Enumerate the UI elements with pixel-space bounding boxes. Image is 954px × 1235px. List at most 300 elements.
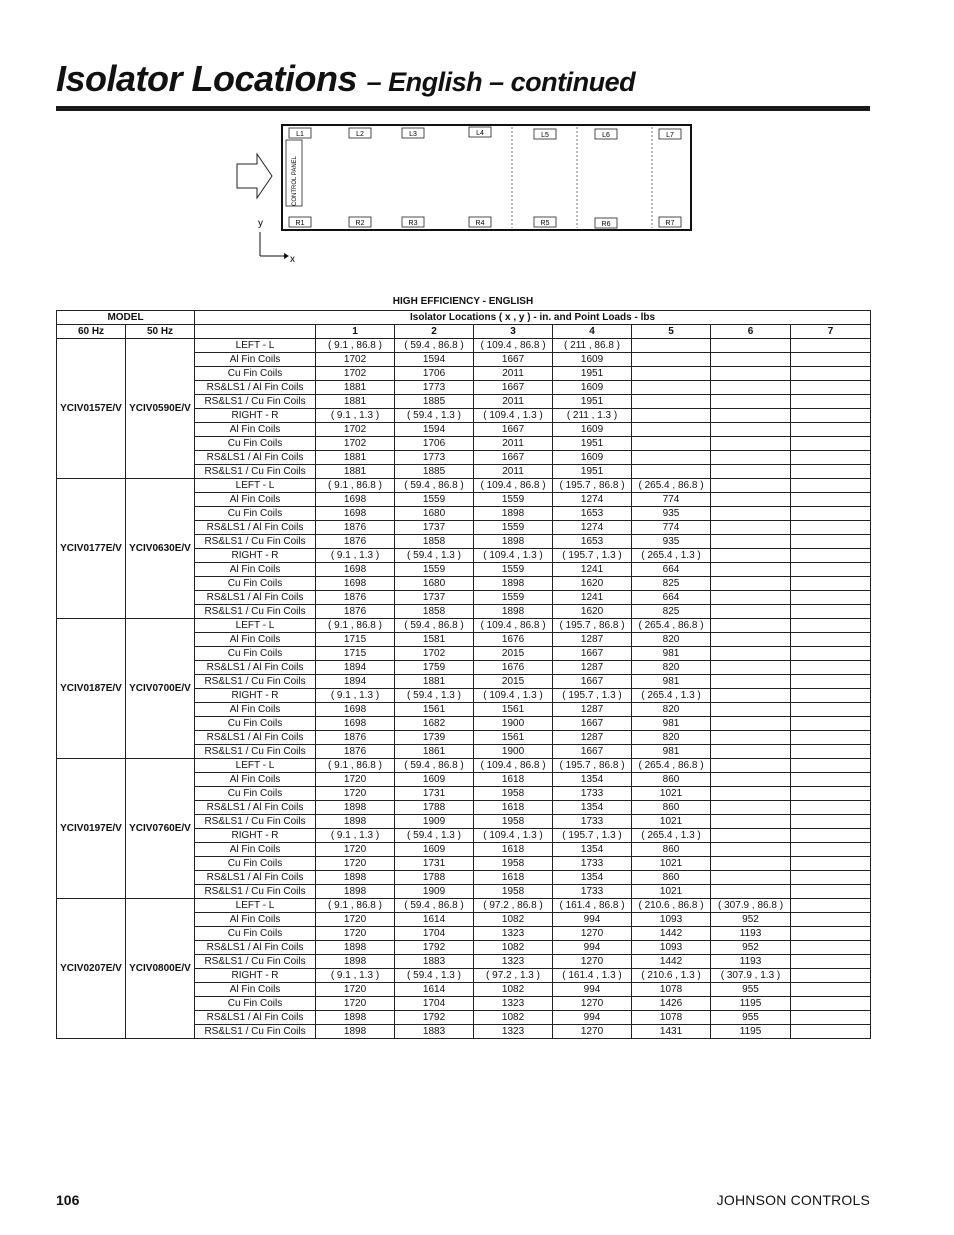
- value-cell: 1078: [632, 983, 711, 997]
- value-cell: 1909: [395, 815, 474, 829]
- value-cell: ( 195.7 , 1.3 ): [553, 829, 632, 843]
- value-cell: 1876: [316, 605, 395, 619]
- value-cell: ( 307.9 , 86.8 ): [711, 899, 791, 913]
- value-cell: [711, 661, 791, 675]
- value-cell: [632, 437, 711, 451]
- value-cell: 825: [632, 577, 711, 591]
- value-cell: 1559: [474, 591, 553, 605]
- row-label-cell: RIGHT - R: [195, 969, 316, 983]
- row-label-cell: RIGHT - R: [195, 549, 316, 563]
- value-cell: 1021: [632, 885, 711, 899]
- value-cell: ( 97.2 , 1.3 ): [474, 969, 553, 983]
- value-cell: [791, 591, 871, 605]
- value-cell: ( 265.4 , 1.3 ): [632, 689, 711, 703]
- value-cell: ( 59.4 , 86.8 ): [395, 339, 474, 353]
- value-cell: 1680: [395, 577, 474, 591]
- row-label-cell: Cu Fin Coils: [195, 577, 316, 591]
- value-cell: 1559: [474, 521, 553, 535]
- value-cell: 1698: [316, 717, 395, 731]
- value-cell: [632, 353, 711, 367]
- value-cell: ( 109.4 , 86.8 ): [474, 759, 553, 773]
- value-cell: 1773: [395, 381, 474, 395]
- left-isolator-label: L5: [541, 132, 549, 139]
- control-panel-label: CONTROL PANEL: [292, 155, 298, 206]
- value-cell: ( 211 , 86.8 ): [553, 339, 632, 353]
- row-label-cell: RS&LS1 / Al Fin Coils: [195, 871, 316, 885]
- value-cell: 2015: [474, 647, 553, 661]
- value-cell: ( 109.4 , 86.8 ): [474, 619, 553, 633]
- value-cell: 1609: [553, 353, 632, 367]
- table-caption: HIGH EFFICIENCY - ENGLISH: [392, 296, 534, 307]
- value-cell: 1559: [395, 493, 474, 507]
- value-cell: [711, 605, 791, 619]
- value-cell: 1720: [316, 913, 395, 927]
- value-cell: 1667: [553, 745, 632, 759]
- value-cell: 1788: [395, 801, 474, 815]
- value-cell: [711, 507, 791, 521]
- row-label-cell: Cu Fin Coils: [195, 717, 316, 731]
- right-isolator-label: R4: [475, 220, 485, 227]
- value-cell: 1951: [553, 395, 632, 409]
- value-cell: [791, 479, 871, 493]
- value-cell: 1704: [395, 927, 474, 941]
- value-cell: 774: [632, 521, 711, 535]
- value-cell: 1898: [316, 1025, 395, 1039]
- axis-y-label: y: [258, 218, 263, 229]
- value-cell: 1241: [553, 591, 632, 605]
- value-cell: [791, 843, 871, 857]
- value-cell: 1898: [316, 815, 395, 829]
- value-cell: ( 109.4 , 1.3 ): [474, 549, 553, 563]
- value-cell: [791, 969, 871, 983]
- value-cell: 1274: [553, 493, 632, 507]
- column-header: 6: [711, 325, 791, 339]
- row-label-cell: LEFT - L: [195, 339, 316, 353]
- value-cell: [632, 423, 711, 437]
- value-cell: 1609: [553, 451, 632, 465]
- value-cell: 664: [632, 591, 711, 605]
- row-label-cell: RS&LS1 / Al Fin Coils: [195, 941, 316, 955]
- title-main: Isolator Locations: [56, 58, 358, 99]
- value-cell: 1021: [632, 815, 711, 829]
- value-cell: [711, 717, 791, 731]
- value-cell: [711, 885, 791, 899]
- value-cell: 1900: [474, 717, 553, 731]
- value-cell: [791, 815, 871, 829]
- value-cell: 1323: [474, 997, 553, 1011]
- value-cell: 935: [632, 507, 711, 521]
- row-label-cell: LEFT - L: [195, 759, 316, 773]
- value-cell: [711, 381, 791, 395]
- value-cell: 1876: [316, 535, 395, 549]
- row-label-cell: RS&LS1 / Al Fin Coils: [195, 801, 316, 815]
- value-cell: 1733: [553, 885, 632, 899]
- value-cell: [791, 647, 871, 661]
- row-label-cell: RS&LS1 / Cu Fin Coils: [195, 675, 316, 689]
- value-cell: 1792: [395, 941, 474, 955]
- value-cell: [711, 535, 791, 549]
- value-cell: 860: [632, 773, 711, 787]
- value-cell: 1354: [553, 871, 632, 885]
- value-cell: [791, 549, 871, 563]
- value-cell: [632, 409, 711, 423]
- row-label-cell: Cu Fin Coils: [195, 647, 316, 661]
- value-cell: 1702: [395, 647, 474, 661]
- value-cell: 1702: [316, 353, 395, 367]
- value-cell: [632, 381, 711, 395]
- page-title: [56, 58, 635, 100]
- row-label-cell: LEFT - L: [195, 899, 316, 913]
- row-label-cell: LEFT - L: [195, 619, 316, 633]
- value-cell: [791, 605, 871, 619]
- column-header: 1: [316, 325, 395, 339]
- row-label-cell: Al Fin Coils: [195, 353, 316, 367]
- value-cell: [711, 773, 791, 787]
- row-label-cell: RS&LS1 / Cu Fin Coils: [195, 465, 316, 479]
- value-cell: [791, 395, 871, 409]
- value-cell: 1287: [553, 661, 632, 675]
- row-label-cell: RS&LS1 / Al Fin Coils: [195, 451, 316, 465]
- value-cell: 1241: [553, 563, 632, 577]
- value-cell: ( 59.4 , 1.3 ): [395, 969, 474, 983]
- row-label-cell: RS&LS1 / Al Fin Coils: [195, 521, 316, 535]
- row-label-cell: Cu Fin Coils: [195, 507, 316, 521]
- value-cell: 1082: [474, 1011, 553, 1025]
- value-cell: [711, 619, 791, 633]
- isolator-table: [56, 310, 871, 1039]
- value-cell: 981: [632, 647, 711, 661]
- row-label-cell: RS&LS1 / Al Fin Coils: [195, 661, 316, 675]
- value-cell: ( 211 , 1.3 ): [553, 409, 632, 423]
- value-cell: 1609: [553, 381, 632, 395]
- value-cell: 981: [632, 675, 711, 689]
- value-cell: 1720: [316, 843, 395, 857]
- row-label-cell: RS&LS1 / Cu Fin Coils: [195, 815, 316, 829]
- value-cell: 1559: [395, 563, 474, 577]
- row-label-cell: RIGHT - R: [195, 829, 316, 843]
- value-cell: ( 195.7 , 1.3 ): [553, 689, 632, 703]
- value-cell: 1195: [711, 1025, 791, 1039]
- value-cell: 1614: [395, 913, 474, 927]
- right-isolator-label: R1: [295, 220, 305, 227]
- value-cell: 1876: [316, 731, 395, 745]
- row-label-cell: Cu Fin Coils: [195, 437, 316, 451]
- value-cell: 1618: [474, 871, 553, 885]
- value-cell: 1704: [395, 997, 474, 1011]
- value-cell: 935: [632, 535, 711, 549]
- value-cell: 1715: [316, 647, 395, 661]
- value-cell: 955: [711, 983, 791, 997]
- value-cell: 1653: [553, 507, 632, 521]
- value-cell: 1287: [553, 633, 632, 647]
- value-cell: 1323: [474, 1025, 553, 1039]
- value-cell: [711, 647, 791, 661]
- value-cell: 1667: [553, 675, 632, 689]
- value-cell: 1958: [474, 857, 553, 871]
- row-label-cell: RS&LS1 / Cu Fin Coils: [195, 535, 316, 549]
- value-cell: 1287: [553, 731, 632, 745]
- value-cell: ( 265.4 , 1.3 ): [632, 829, 711, 843]
- value-cell: 1698: [316, 563, 395, 577]
- value-cell: 1885: [395, 395, 474, 409]
- value-cell: ( 59.4 , 86.8 ): [395, 479, 474, 493]
- value-cell: ( 59.4 , 1.3 ): [395, 689, 474, 703]
- column-header: 4: [553, 325, 632, 339]
- value-cell: [791, 675, 871, 689]
- value-cell: ( 9.1 , 86.8 ): [316, 479, 395, 493]
- value-cell: 1620: [553, 577, 632, 591]
- value-cell: [791, 661, 871, 675]
- value-cell: [711, 493, 791, 507]
- value-cell: 981: [632, 745, 711, 759]
- value-cell: 1667: [474, 353, 553, 367]
- value-cell: 1426: [632, 997, 711, 1011]
- value-cell: 1323: [474, 927, 553, 941]
- left-isolator-label: L4: [476, 130, 484, 137]
- value-cell: [791, 1025, 871, 1039]
- value-cell: [632, 465, 711, 479]
- value-cell: 1581: [395, 633, 474, 647]
- value-cell: 1653: [553, 535, 632, 549]
- model-50hz-cell: YCIV0800E/V: [126, 899, 195, 1039]
- value-cell: ( 195.7 , 86.8 ): [553, 619, 632, 633]
- value-cell: 2011: [474, 367, 553, 381]
- model-60hz-cell: YCIV0197E/V: [57, 759, 126, 899]
- value-cell: [791, 423, 871, 437]
- value-cell: 1559: [474, 563, 553, 577]
- value-cell: 1898: [316, 1011, 395, 1025]
- value-cell: 1702: [316, 367, 395, 381]
- value-cell: 1021: [632, 857, 711, 871]
- isolator-diagram: [232, 122, 702, 272]
- value-cell: 1737: [395, 521, 474, 535]
- value-cell: [791, 899, 871, 913]
- value-cell: [632, 451, 711, 465]
- value-cell: [711, 787, 791, 801]
- value-cell: 1876: [316, 745, 395, 759]
- value-cell: [711, 367, 791, 381]
- value-cell: 774: [632, 493, 711, 507]
- value-cell: 1951: [553, 367, 632, 381]
- value-cell: ( 210.6 , 86.8 ): [632, 899, 711, 913]
- brand-name: JOHNSON CONTROLS: [716, 1192, 870, 1208]
- value-cell: 1720: [316, 787, 395, 801]
- value-cell: ( 9.1 , 1.3 ): [316, 549, 395, 563]
- value-cell: 1082: [474, 941, 553, 955]
- value-cell: 1858: [395, 605, 474, 619]
- value-cell: ( 109.4 , 1.3 ): [474, 829, 553, 843]
- right-isolator-label: R2: [355, 220, 365, 227]
- value-cell: ( 109.4 , 86.8 ): [474, 479, 553, 493]
- value-cell: 1620: [553, 605, 632, 619]
- value-cell: 1698: [316, 577, 395, 591]
- locations-header: Isolator Locations ( x , y ) - in. and Point Loads - lbs: [195, 311, 871, 325]
- value-cell: ( 109.4 , 1.3 ): [474, 689, 553, 703]
- model-50hz-cell: YCIV0630E/V: [126, 479, 195, 619]
- right-isolator-label: R5: [540, 220, 550, 227]
- value-cell: [711, 843, 791, 857]
- row-label-cell: Al Fin Coils: [195, 913, 316, 927]
- value-cell: [711, 549, 791, 563]
- value-cell: 1951: [553, 465, 632, 479]
- value-cell: 1792: [395, 1011, 474, 1025]
- value-cell: ( 265.4 , 86.8 ): [632, 759, 711, 773]
- value-cell: 1676: [474, 661, 553, 675]
- row-label-cell: Cu Fin Coils: [195, 857, 316, 871]
- value-cell: [791, 577, 871, 591]
- value-cell: ( 59.4 , 1.3 ): [395, 549, 474, 563]
- value-cell: 1559: [474, 493, 553, 507]
- value-cell: 1680: [395, 507, 474, 521]
- value-cell: [711, 479, 791, 493]
- value-cell: [791, 437, 871, 451]
- value-cell: 1759: [395, 661, 474, 675]
- row-label-cell: Al Fin Coils: [195, 773, 316, 787]
- row-label-cell: Al Fin Coils: [195, 633, 316, 647]
- row-label-cell: RS&LS1 / Al Fin Coils: [195, 731, 316, 745]
- model-50hz-cell: YCIV0700E/V: [126, 619, 195, 759]
- value-cell: 1082: [474, 913, 553, 927]
- value-cell: 1323: [474, 955, 553, 969]
- value-cell: 1720: [316, 927, 395, 941]
- value-cell: ( 9.1 , 86.8 ): [316, 339, 395, 353]
- value-cell: [711, 829, 791, 843]
- row-label-cell: RS&LS1 / Cu Fin Coils: [195, 1025, 316, 1039]
- value-cell: 1594: [395, 423, 474, 437]
- value-cell: ( 195.7 , 86.8 ): [553, 759, 632, 773]
- value-cell: [711, 423, 791, 437]
- row-label-header: [195, 325, 316, 339]
- value-cell: ( 307.9 , 1.3 ): [711, 969, 791, 983]
- value-cell: [791, 801, 871, 815]
- value-cell: [791, 997, 871, 1011]
- value-cell: 1702: [316, 423, 395, 437]
- value-cell: ( 9.1 , 86.8 ): [316, 759, 395, 773]
- value-cell: 1861: [395, 745, 474, 759]
- row-label-cell: LEFT - L: [195, 479, 316, 493]
- value-cell: 994: [553, 983, 632, 997]
- row-label-cell: Cu Fin Coils: [195, 997, 316, 1011]
- column-header: 7: [791, 325, 871, 339]
- value-cell: 820: [632, 661, 711, 675]
- value-cell: 1561: [474, 703, 553, 717]
- value-cell: 1676: [474, 633, 553, 647]
- value-cell: 1274: [553, 521, 632, 535]
- value-cell: [791, 381, 871, 395]
- model-header: MODEL: [57, 311, 195, 325]
- title-subtitle: – English – continued: [366, 67, 636, 97]
- value-cell: [791, 619, 871, 633]
- value-cell: 860: [632, 843, 711, 857]
- value-cell: [711, 521, 791, 535]
- value-cell: [791, 563, 871, 577]
- value-cell: 825: [632, 605, 711, 619]
- value-cell: [632, 395, 711, 409]
- value-cell: 1618: [474, 801, 553, 815]
- row-label-cell: RS&LS1 / Al Fin Coils: [195, 591, 316, 605]
- value-cell: 1195: [711, 997, 791, 1011]
- value-cell: [711, 409, 791, 423]
- value-cell: 2011: [474, 395, 553, 409]
- row-label-cell: RS&LS1 / Al Fin Coils: [195, 1011, 316, 1025]
- value-cell: 1876: [316, 591, 395, 605]
- value-cell: 1093: [632, 913, 711, 927]
- value-cell: 1193: [711, 955, 791, 969]
- value-cell: 1594: [395, 353, 474, 367]
- value-cell: [791, 787, 871, 801]
- value-cell: 2011: [474, 465, 553, 479]
- value-cell: 1881: [395, 675, 474, 689]
- value-cell: 1667: [553, 647, 632, 661]
- value-cell: 1958: [474, 787, 553, 801]
- value-cell: [632, 339, 711, 353]
- row-label-cell: RS&LS1 / Cu Fin Coils: [195, 885, 316, 899]
- value-cell: 1667: [553, 717, 632, 731]
- value-cell: 1431: [632, 1025, 711, 1039]
- value-cell: [791, 1011, 871, 1025]
- value-cell: ( 9.1 , 1.3 ): [316, 689, 395, 703]
- value-cell: ( 97.2 , 86.8 ): [474, 899, 553, 913]
- value-cell: [791, 465, 871, 479]
- value-cell: [711, 465, 791, 479]
- row-label-cell: Al Fin Coils: [195, 563, 316, 577]
- right-isolator-label: R6: [601, 221, 611, 228]
- value-cell: 1442: [632, 927, 711, 941]
- model-50hz-cell: YCIV0760E/V: [126, 759, 195, 899]
- value-cell: [791, 857, 871, 871]
- value-cell: [791, 759, 871, 773]
- value-cell: 1909: [395, 885, 474, 899]
- value-cell: ( 59.4 , 86.8 ): [395, 899, 474, 913]
- value-cell: ( 161.4 , 86.8 ): [553, 899, 632, 913]
- value-cell: 1193: [711, 927, 791, 941]
- value-cell: 1773: [395, 451, 474, 465]
- table-row: [57, 759, 871, 773]
- value-cell: 1609: [395, 773, 474, 787]
- value-cell: ( 161.4 , 1.3 ): [553, 969, 632, 983]
- value-cell: 820: [632, 703, 711, 717]
- value-cell: 1951: [553, 437, 632, 451]
- value-cell: [711, 451, 791, 465]
- value-cell: 1698: [316, 493, 395, 507]
- value-cell: 1078: [632, 1011, 711, 1025]
- model-60hz-cell: YCIV0187E/V: [57, 619, 126, 759]
- value-cell: ( 59.4 , 86.8 ): [395, 619, 474, 633]
- value-cell: 1715: [316, 633, 395, 647]
- value-cell: 1898: [316, 801, 395, 815]
- left-isolator-label: L2: [356, 131, 364, 138]
- value-cell: ( 9.1 , 1.3 ): [316, 829, 395, 843]
- value-cell: 1733: [553, 787, 632, 801]
- value-cell: [632, 367, 711, 381]
- value-cell: [791, 731, 871, 745]
- value-cell: 1667: [474, 381, 553, 395]
- row-label-cell: Cu Fin Coils: [195, 787, 316, 801]
- value-cell: 1720: [316, 857, 395, 871]
- value-cell: [711, 577, 791, 591]
- model-50hz-cell: YCIV0590E/V: [126, 339, 195, 479]
- unit-outline: [282, 125, 691, 230]
- value-cell: ( 265.4 , 86.8 ): [632, 619, 711, 633]
- right-isolator-label: R7: [665, 220, 675, 227]
- value-cell: ( 195.7 , 1.3 ): [553, 549, 632, 563]
- value-cell: 1894: [316, 661, 395, 675]
- row-label-cell: RS&LS1 / Cu Fin Coils: [195, 955, 316, 969]
- value-cell: 2015: [474, 675, 553, 689]
- value-cell: [711, 675, 791, 689]
- column-header: 5: [632, 325, 711, 339]
- model-60hz-cell: YCIV0177E/V: [57, 479, 126, 619]
